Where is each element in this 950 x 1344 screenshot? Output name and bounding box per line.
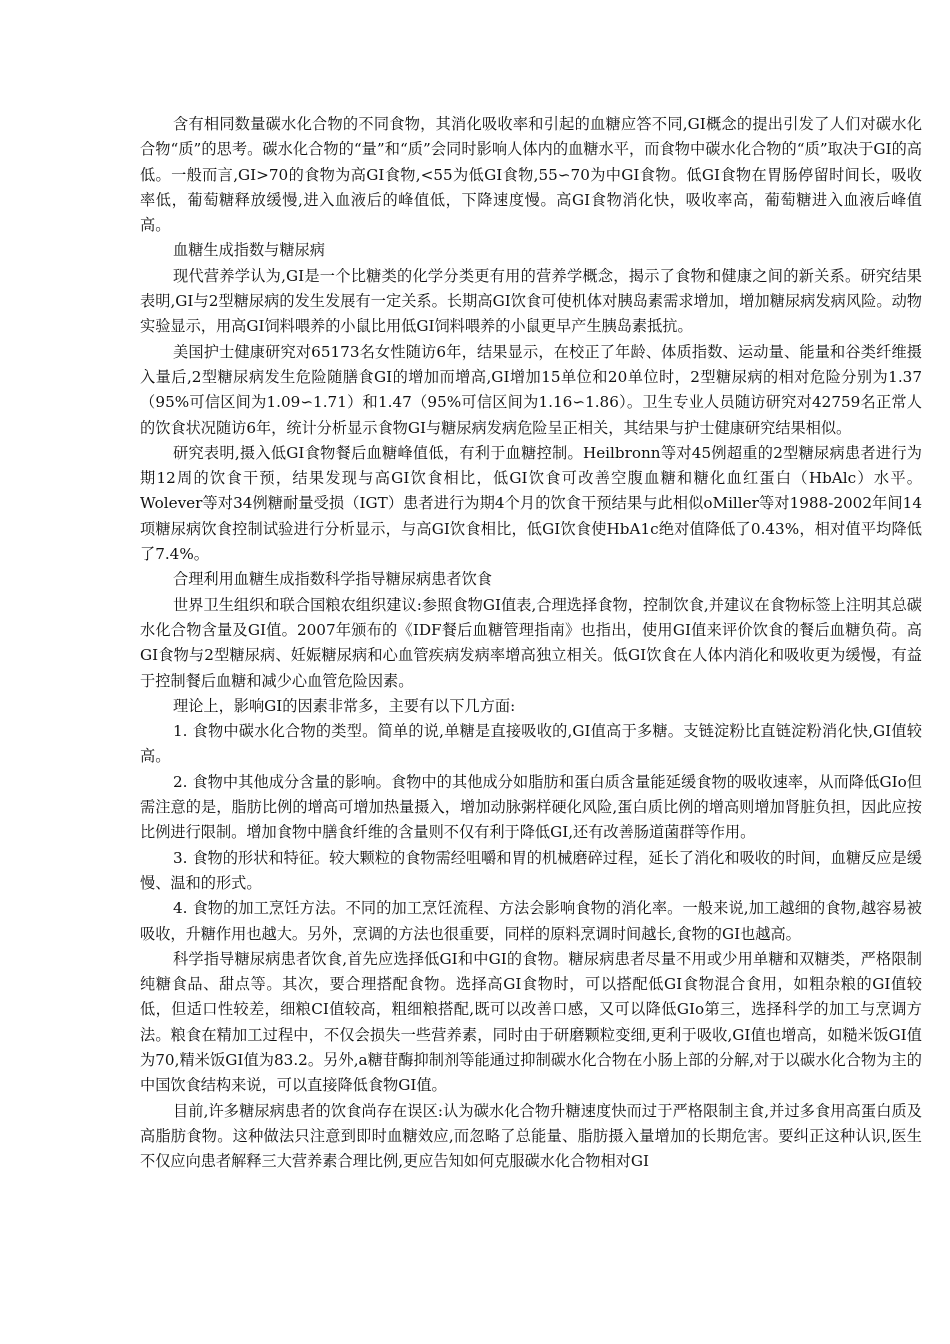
paragraph-gi-quality: 含有相同数量碳水化合物的不同食物，其消化吸收率和引起的血糖应答不同,GI概念的提出引发了人们对碳水化合物“质”的思考。碳水化合物的“量”和“质”会同时影响人体内的血糖水平，而食物中碳水化合物的“质”取决于GI的高低。一般而言,GI>70的食物为高GI食物,<55为低GI食物,55∽70为中GI食物。低GI食物在胃肠停留时间长，吸收率低，葡萄糖释放缓慢,进入血液后的峰值低，下降速度慢。高GI食物消化快，吸收率高，葡萄糖进入血液后峰值高。 bbox=[140, 115, 922, 235]
paragraph-low-gi-research: 研究表明,摄入低GI食物餐后血糖峰值低，有利于血糖控制。Heilbronn等对45例超重的2型糖尿病患者进行为期12周的饮食干预，结果发现与高GI饮食相比，低GI饮食可改善空腹血糖和糖化血红蛋白（HbAlc）水平。Wolever等对34例糖耐量受损（IGT）患者进行为期4个月的饮食干预结果与此相似oMiller等对1988-2002年间14项糖尿病饮食控制试验进行分析显示，与高GI饮食相比，低GI饮食使HbA1c绝对值降低了0.43%，相对值平均降低了7.4%。 bbox=[140, 443, 922, 564]
paragraph-who-fao-advice: 世界卫生组织和联合国粮农组织建议:参照食物GI值表,合理选择食物，控制饮食,并建议在食物标签上注明其总碳水化合物含量及GI值。2007年颁布的《IDF餐后血糖管理指南》也指出，使用GI值来评价饮食的餐后血糖负荷。高GI食物与2型糖尿病、妊娠糖尿病和心血管疾病发病率增高独立相关。低GI饮食在人体内消化和吸收更为缓慢，有益于控制餐后血糖和减少心血管危险因素。 bbox=[140, 595, 922, 690]
section-heading-gi-guidance: 合理利用血糖生成指数科学指导糖尿病患者饮食 bbox=[173, 570, 492, 589]
paragraph-gi-factors-intro: 理论上，影响GI的因素非常多，主要有以下几方面: bbox=[173, 696, 516, 715]
list-item-factor-3: 3. 食物的形状和特征。较大颗粒的食物需经咀嚼和胃的机械磨碎过程，延长了消化和吸收的时间，血糖反应是缓慢、温和的形式。 bbox=[140, 848, 922, 892]
list-item-factor-1: 1. 食物中碳水化合物的类型。简单的说,单糖是直接吸收的,GI值高于多糖。支链淀粉比直链淀粉消化快,GI值较高。 bbox=[140, 722, 922, 766]
paragraph-misconceptions: 目前,许多糖尿病患者的饮食尚存在误区:认为碳水化合物升糖速度快而过于严格限制主食,并过多食用高蛋白质及高脂肪食物。这种做法只注意到即时血糖效应,而忽略了总能量、脂肪摄入量增加的长期危害。要纠正这种认识,医生不仅应向患者解释三大营养素合理比例,更应告知如何克服碳水化合物相对GI bbox=[140, 1101, 922, 1171]
list-item-factor-2: 2. 食物中其他成分含量的影响。食物中的其他成分如脂肪和蛋白质含量能延缓食物的吸收速率，从而降低GIo但需注意的是，脂肪比例的增高可增加热量摄入，增加动脉粥样硬化风险,蛋白质比例的增高则增加肾脏负担，因此应按比例进行限制。增加食物中膳食纤维的含量则不仅有利于降低GI,还有改善肠道菌群等作用。 bbox=[140, 772, 922, 842]
paragraph-diet-guidance: 科学指导糖尿病患者饮食,首先应选择低GI和中GI的食物。糖尿病患者尽量不用或少用单糖和双糖类，严格限制纯糖食品、甜点等。其次，要合理搭配食物。选择高GI食物时，可以搭配低GI食物混合食用，如粗杂粮的GI值较低，但适口性较差，细粮CI值较高，粗细粮搭配,既可以改善口感，又可以降低GIo第三，选择科学的加工与烹调方法。粮食在精加工过程中，不仅会损失一些营养素，同时由于研磨颗粒变细,更利于吸收,GI值也增高，如糙米饭GI值为70,精米饭GI值为83.2。另外,a糖苷酶抑制剂等能通过抑制碳水化合物在小肠上部的分解,对于以碳水化合物为主的中国饮食结构来说，可以直接降低食物GI值。 bbox=[140, 949, 922, 1095]
section-heading-gi-diabetes: 血糖生成指数与糖尿病 bbox=[173, 241, 325, 260]
document-body bbox=[140, 112, 922, 1174]
list-item-factor-4: 4. 食物的加工烹饪方法。不同的加工烹饪流程、方法会影响食物的消化率。一般来说,加工越细的食物,越容易被吸收，升糖作用也越大。另外，烹调的方法也很重要，同样的原料烹调时间越长,食物的GI也越高。 bbox=[140, 899, 922, 943]
paragraph-nurses-health-study: 美国护士健康研究对65173名女性随访6年，结果显示，在校正了年龄、体质指数、运动量、能量和谷类纤维摄入量后,2型糖尿病发生危险随膳食GI的增加而增高,GI增加15单位和20单位时，2型糖尿病的相对危险分别为1.37（95%可信区间为1.09∽1.71）和1.47（95%可信区间为1.16∽1.86）。卫生专业人员随访研究对42759名正常人的饮食状况随访6年，统计分析显示食物GI与糖尿病发病危险呈正相关，其结果与护士健康研究结果相似。 bbox=[140, 342, 922, 437]
paragraph-modern-nutrition: 现代营养学认为,GI是一个比糖类的化学分类更有用的营养学概念，揭示了食物和健康之间的新关系。研究结果表明,GI与2型糖尿病的发生发展有一定关系。长期高GI饮食可使机体对胰岛素需求增加，增加糖尿病发病风险。动物实验显示，用高GI饲料喂养的小鼠比用低GI饲料喂养的小鼠更早产生胰岛素抵抗。 bbox=[140, 266, 922, 336]
